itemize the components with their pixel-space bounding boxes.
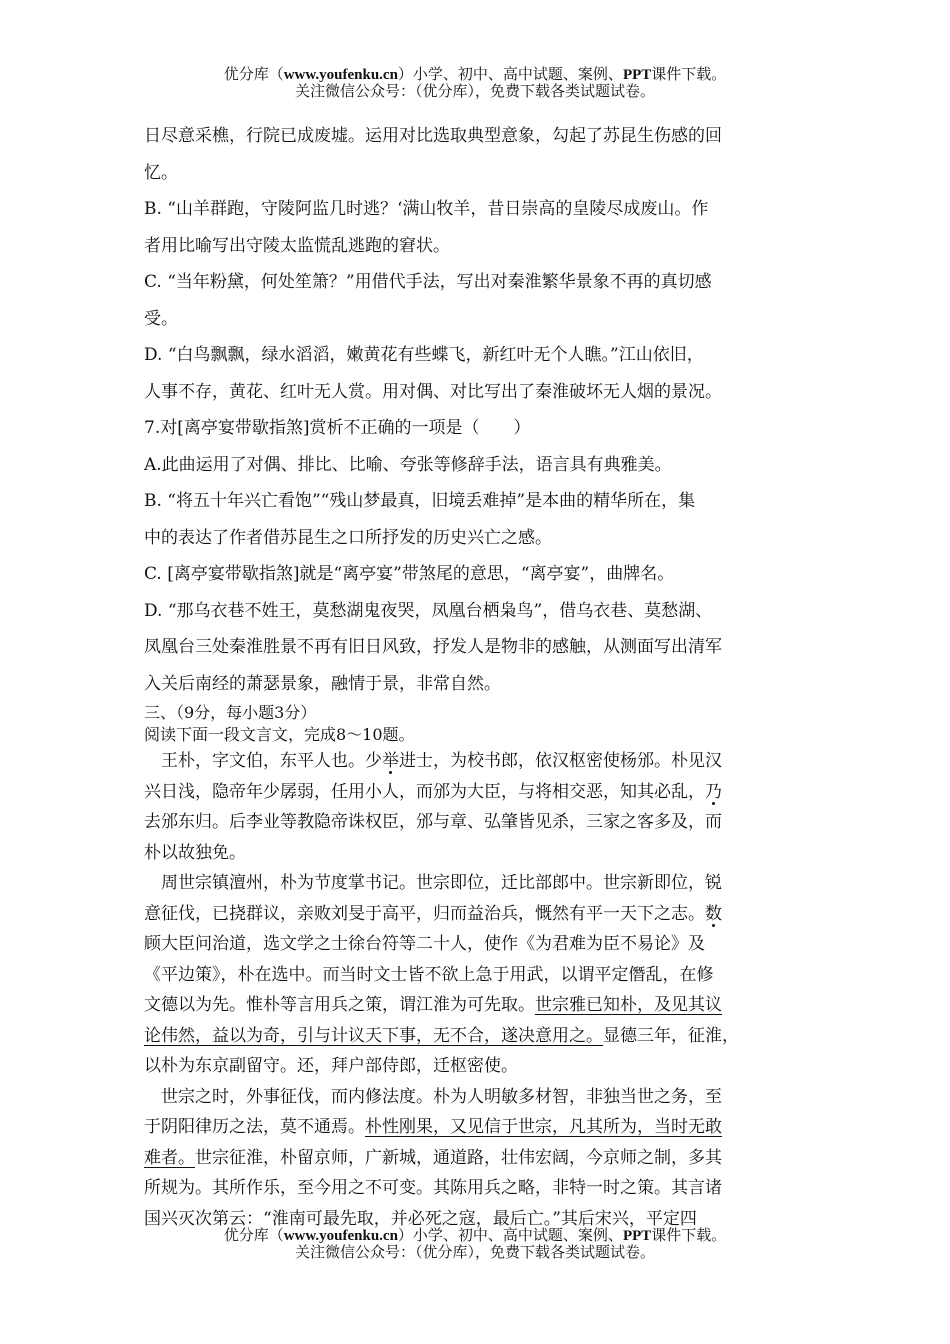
page-footer bbox=[0, 1228, 950, 1262]
passage-line: 国兴灭次第云：“淮南可最先取，并必死之寇，最后亡。”其后宋兴，平定四 bbox=[144, 1208, 697, 1229]
q6-option-d-line: 人事不存，黄花、红叶无人赏。用对偶、对比写出了秦淮破坏无人烟的景况。 bbox=[144, 381, 722, 402]
underlined-sentence: 论伟然，益以为奇，引与计议天下事，无不合，遂决意用之。 bbox=[144, 1025, 603, 1046]
q6-option-d-line: D. “白鸟飘飘，绿水滔滔，嫩黄花有些蝶飞，新红叶无个人瞧。”江山依旧， bbox=[144, 345, 704, 365]
question-6-options bbox=[144, 118, 808, 410]
dotted-char: 举 bbox=[382, 751, 399, 771]
footer-line-1 bbox=[0, 1228, 950, 1245]
q6-option-b-line: 者用比喻写出守陵太监慌乱逃跑的窘状。 bbox=[144, 235, 450, 256]
header-text: 课件下载。 bbox=[651, 67, 727, 83]
q7-option-b-line: B. “将五十年兴亡看饱”“残山梦最真，旧境丢难掉”是本曲的精华所在，集 bbox=[144, 491, 696, 511]
dotted-char: 数 bbox=[705, 903, 722, 924]
passage-line bbox=[144, 1112, 808, 1143]
passage-text: 进士，为校书郎，依汉枢密使杨邠。朴见汉 bbox=[399, 751, 722, 771]
passage-line bbox=[144, 899, 808, 930]
footer-text: 课件下载。 bbox=[651, 1228, 727, 1244]
q7-option-a: A.此曲运用了对偶、排比、比喻、夸张等修辞手法，语言具有典雅美。 bbox=[144, 454, 672, 475]
footer-url: www.youfenku.cn bbox=[283, 1228, 398, 1244]
passage-text: 文德以为先。惟朴等言用兵之策，谓江淮为可先取。 bbox=[144, 995, 535, 1015]
q7-option-d-line: D. “那乌衣巷不姓王，莫愁湖鬼夜哭，凤凰台栖枭鸟”，借乌衣巷、莫愁湖、 bbox=[144, 600, 713, 621]
section-3-heading bbox=[144, 702, 808, 746]
passage-text: 兴日浅，隐帝年少孱弱，任用小人，而邠为大臣，与将相交恶，知其必乱， bbox=[144, 781, 705, 802]
passage-text: 王朴，字文伯，东平人也。少 bbox=[144, 751, 382, 771]
footer-text: ）小学、初中、高中试题、案例、 bbox=[397, 1228, 623, 1244]
passage-line: 周世宗镇澶州，朴为节度掌书记。世宗即位，迁比部郎中。世宗新即位，锐 bbox=[144, 873, 722, 893]
passage-line: 以朴为东京副留守。还，拜户部侍郎，迁枢密使。 bbox=[144, 1056, 518, 1076]
header-url: www.youfenku.cn bbox=[283, 67, 398, 83]
passage-text: 世宗征淮，朴留京师，广新城，通道路，壮伟宏阔，今京师之制，多其 bbox=[195, 1147, 722, 1168]
q6-option-a-line: 忆。 bbox=[144, 162, 178, 183]
underlined-sentence: 难者。 bbox=[144, 1147, 195, 1168]
header-line-2: 关注微信公众号：（优分库），免费下载各类试题试卷。 bbox=[294, 84, 655, 100]
footer-line-2: 关注微信公众号：（优分库），免费下载各类试题试卷。 bbox=[294, 1245, 655, 1261]
header-text: 优分库（ bbox=[223, 67, 284, 83]
passage-text: 意征伐，已挠群议，亲败刘旻于高平，归而益治兵，慨然有平一天下之志。 bbox=[144, 903, 705, 924]
footer-text: 优分库（ bbox=[223, 1228, 284, 1244]
dotted-char: 乃 bbox=[705, 781, 722, 802]
section-title: 三、（9分，每小题3分） bbox=[144, 703, 317, 722]
passage-line bbox=[144, 1021, 808, 1052]
passage-line bbox=[144, 777, 808, 808]
passage-line: 《平边策》，朴在选中。而当时文士皆不欲上急于用武，以谓平定僭乱，在修 bbox=[144, 964, 714, 985]
passage-line: 顾大臣问治道，选文学之士徐台符等二十人，使作《为君难为臣不易论》及 bbox=[144, 934, 705, 954]
header-line-1 bbox=[0, 67, 950, 84]
q7-option-c: C. [离亭宴带歇指煞]就是“离亭宴”带煞尾的意思，“离亭宴”，曲牌名。 bbox=[144, 564, 675, 584]
passage-line: 所规为。其所作乐，至今用之不可变。其陈用兵之略，非特一时之策。其言诸 bbox=[144, 1178, 722, 1198]
header-text: ）小学、初中、高中试题、案例、 bbox=[397, 67, 623, 83]
q7-stem: 7.对[离亭宴带歇指煞]赏析不正确的一项是（ ） bbox=[144, 418, 531, 438]
question-7 bbox=[144, 410, 808, 702]
classical-passage bbox=[144, 746, 808, 1234]
q6-option-c-line: 受。 bbox=[144, 308, 178, 329]
underlined-sentence: 朴性刚果，又见信于世宗，凡其所为，当时无敢 bbox=[365, 1117, 722, 1137]
passage-text: 显德三年，征淮， bbox=[603, 1025, 739, 1046]
header-ppt: PPT bbox=[622, 67, 652, 83]
document-body bbox=[144, 118, 808, 1234]
footer-ppt: PPT bbox=[622, 1228, 652, 1244]
q7-option-b-line: 中的表达了作者借苏昆生之口所抒发的历史兴亡之感。 bbox=[144, 527, 552, 548]
passage-line bbox=[144, 746, 808, 777]
q7-option-d-line: 凤凰台三处秦淮胜景不再有旧日风致，抒发人是物非的感触，从测面写出清军 bbox=[144, 637, 722, 657]
page-header bbox=[0, 67, 950, 101]
q7-option-d-line: 入关后南经的萧瑟景象，融情于景，非常自然。 bbox=[144, 673, 501, 694]
passage-line bbox=[144, 990, 808, 1021]
q6-option-b-line: B. “山羊群跑，守陵阿监几时逃？‘满山牧羊，昔日崇高的皇陵尽成废山。作 bbox=[144, 199, 709, 219]
passage-line: 去邠东归。后李业等教隐帝诛权臣，邠与章、弘肇皆见杀，三家之客多及，而 bbox=[144, 812, 722, 832]
q6-option-a-line: 日尽意采樵，行院已成废墟。运用对比选取典型意象，勾起了苏昆生伤感的回 bbox=[144, 126, 722, 146]
section-instruction: 阅读下面一段文言文，完成8～10题。 bbox=[144, 725, 415, 744]
passage-line bbox=[144, 1143, 808, 1174]
passage-line: 朴以故独免。 bbox=[144, 842, 246, 863]
passage-text: 于阴阳律历之法，莫不通焉。 bbox=[144, 1117, 365, 1137]
q6-option-c-line: C. “当年粉黛，何处笙箫？”用借代手法，写出对秦淮繁华景象不再的真切感 bbox=[144, 272, 712, 292]
passage-line: 世宗之时，外事征伐，而内修法度。朴为人明敏多材智，非独当世之务，至 bbox=[144, 1086, 722, 1107]
underlined-sentence: 世宗雅已知朴，及见其议 bbox=[535, 995, 722, 1015]
